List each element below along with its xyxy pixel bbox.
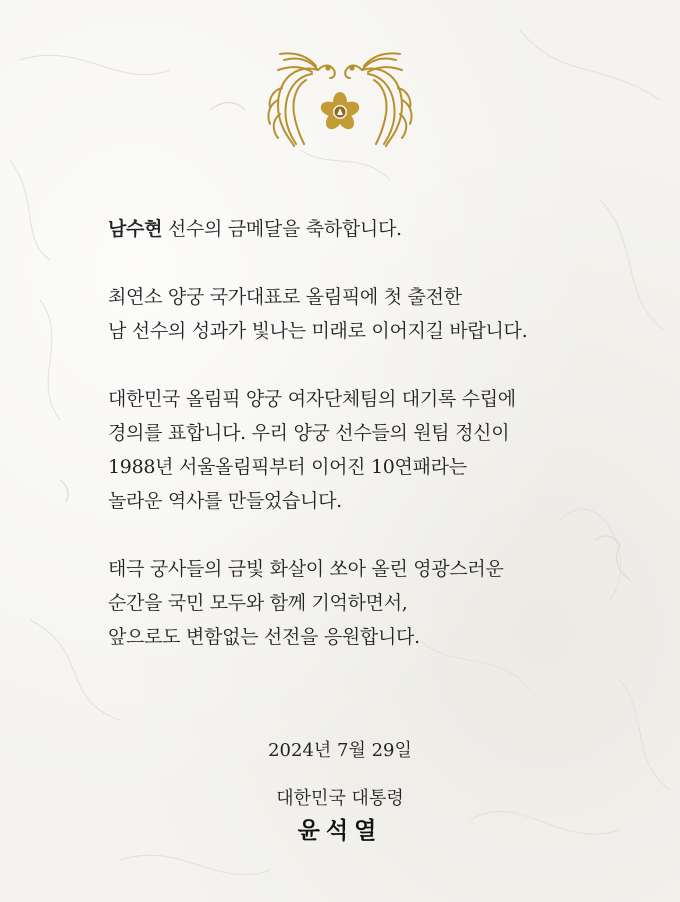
sender-office: 대한민국 대통령	[276, 788, 404, 809]
sender-signature: 윤석열	[297, 818, 383, 844]
text-line: 순간을 국민 모두와 함께 기억하면서,	[108, 592, 408, 614]
text-line: 최연소 양궁 국가대표로 올림픽에 첫 출전한	[108, 286, 462, 308]
closing-paragraph	[108, 552, 608, 654]
text-line: 태극 궁사들의 금빛 화살이 쏘아 올린 영광스러운	[108, 558, 504, 580]
greeting-text: 선수의 금메달을 축하합니다.	[162, 218, 402, 240]
text-line: 대한민국 올림픽 양궁 여자단체팀의 대기록 수립에	[108, 388, 516, 410]
letter-date: 2024년 7월 29일	[268, 740, 412, 761]
greeting-line	[108, 212, 608, 246]
text-line: 1988년 서울올림픽부터 이어진 10연패라는	[108, 456, 467, 478]
text-line: 경의를 표합니다. 우리 양궁 선수들의 원팀 정신이	[108, 422, 510, 444]
text-line: 남 선수의 성과가 빛나는 미래로 이어지길 바랍니다.	[108, 320, 528, 342]
phoenix-seal-icon	[262, 52, 418, 148]
text-line: 앞으로도 변함없는 선전을 응원합니다.	[108, 626, 420, 648]
greeting-paragraph	[108, 212, 608, 246]
letter-body	[108, 212, 608, 654]
wish-paragraph	[108, 280, 608, 348]
athlete-name: 남수현	[108, 218, 163, 240]
text-line: 놀라운 역사를 만들었습니다.	[108, 490, 342, 512]
record-paragraph	[108, 382, 608, 518]
